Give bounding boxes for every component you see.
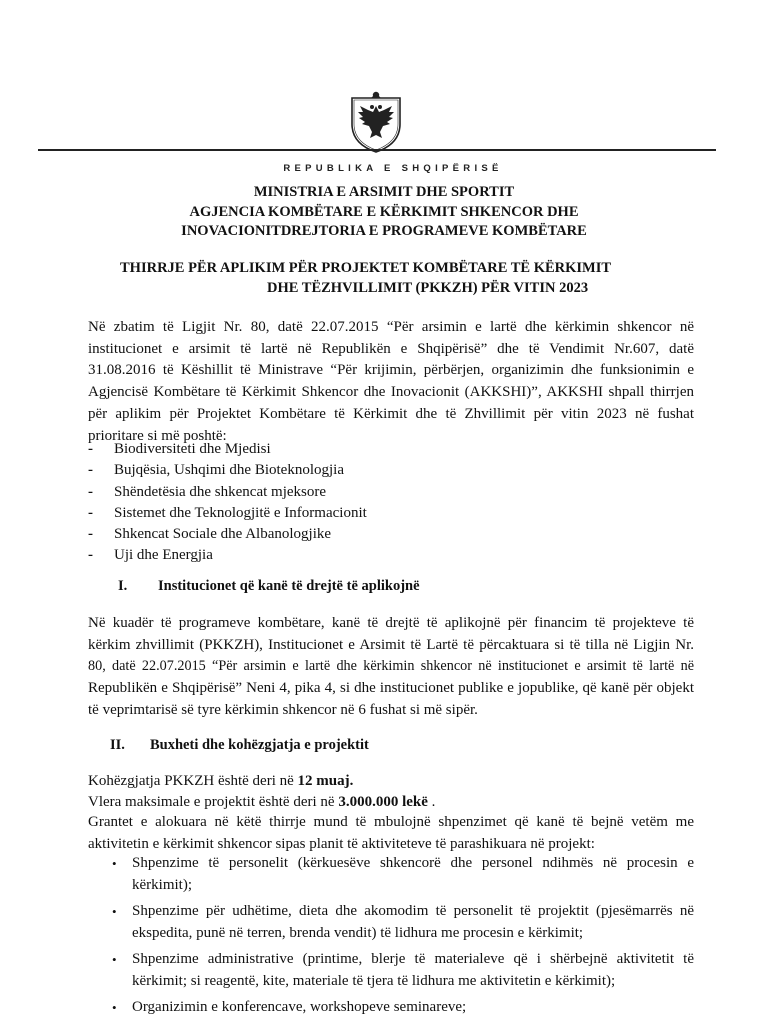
expense-line: ekspedita, punë në terren, brenda vendit) të lidhura me procesin e kërkimit;	[132, 924, 584, 941]
duration-label: Kohëzgjatja PKKZH është deri në	[88, 773, 298, 789]
expense-text	[132, 853, 694, 896]
list-item	[88, 439, 688, 460]
ministry-line-3: INOVACIONITDREJTORIA E PROGRAMEVE KOMBËTARE	[181, 223, 587, 239]
paragraph-line: të veprimtarisë së tyre kërkimin shkencor në 6 fushat si më sipër.	[88, 701, 478, 718]
priority-area: Sistemet dhe Teknologjitë e Informacionit	[114, 504, 367, 521]
expense-text	[132, 901, 694, 944]
dash-marker: -	[88, 462, 93, 479]
call-title-line-1: THIRRJE PËR APLIKIM PËR PROJEKTET KOMBËTARE TË KËRKIMIT	[120, 260, 612, 276]
list-item	[88, 460, 688, 481]
intro-line: Agjencisë Kombëtare të Kërkimit Shkencor dhe Inovacionit (AKKSHI)”, AKKSHI shpall thirrjen	[88, 384, 694, 401]
intro-line: prioritare si më poshtë:	[88, 427, 227, 444]
paragraph-line: 80, datë 22.07.2015 “Për arsimin e lartë dhe kërkimin shkencor në institucionet e arsimit të lartë në	[88, 658, 694, 675]
intro-line: institucionet e arsimit të lartë në Republikën e Shqipërisë” dhe të Vendimit Nr.607, datë	[88, 340, 694, 357]
expense-line: Organizimin e konferencave, workshopeve seminareve;	[132, 999, 467, 1015]
dash-marker: -	[88, 526, 93, 543]
list-item	[88, 482, 688, 503]
list-item	[112, 949, 694, 992]
priority-area: Bujqësia, Ushqimi dhe Bioteknologjia	[114, 462, 344, 479]
expense-line: kërkimit);	[132, 876, 192, 893]
section-title: Institucionet që kanë të drejtë të aplikojnë	[158, 578, 420, 594]
priority-area: Shëndetësia dhe shkencat mjeksore	[114, 483, 327, 500]
priority-area: Biodiversiteti dhe Mjedisi	[114, 441, 271, 457]
priority-area: Uji dhe Energjia	[114, 547, 213, 564]
paragraph-line: kërkim zhvillimit (PKKZH), Institucionet e Arsimit të Lartë të përcaktuara si të tilla në Ligjin Nr.	[88, 636, 694, 653]
priority-area: Shkencat Sociale dhe Albanologjike	[114, 526, 332, 543]
bullet-icon: •	[112, 1000, 117, 1015]
intro-paragraph	[88, 317, 694, 447]
paragraph-line: Grantet e alokuara në këtë thirrje mund të mbulojnë shpenzimet që kanë të bejnë vetëm me	[88, 814, 694, 830]
dash-marker: -	[88, 504, 93, 521]
list-item	[88, 545, 688, 566]
dash-marker: -	[88, 483, 93, 500]
dash-marker: -	[88, 441, 93, 457]
section-title: Buxheti dhe kohëzgjatja e projektit	[150, 737, 369, 753]
max-value-amount: 3.000.000 lekë	[338, 794, 428, 810]
section-2-heading	[110, 737, 369, 754]
duration-value: 12 muaj.	[297, 773, 354, 789]
section-number: I.	[118, 578, 128, 594]
intro-line: për aplikim për Projektet Kombëtare të Kërkimit dhe të Zhvillimit për vitin 2023 në fushat	[88, 405, 694, 422]
coat-of-arms-icon	[346, 90, 406, 154]
ministry-line-1: MINISTRIA E ARSIMIT DHE SPORTIT	[253, 184, 515, 200]
max-value-label: Vlera maksimale e projektit është deri në	[88, 794, 339, 810]
header-rule	[38, 149, 716, 151]
grant-paragraph	[88, 812, 694, 855]
max-value-line	[88, 792, 435, 813]
expense-text	[132, 949, 694, 992]
expense-text	[132, 997, 694, 1019]
section-1-paragraph	[88, 613, 694, 722]
paragraph-line: Në kuadër të programeve kombëtare, kanë të drejtë të aplikojnë për financim të projekteve të	[88, 615, 694, 631]
paragraph-line: aktivitetin e kërkimit shkencor sipas planit të aktiviteteve të parashikuara në projekt:	[88, 835, 595, 852]
republic-name: REPUBLIKA E SHQIPËRISË	[283, 163, 503, 174]
duration-line	[88, 771, 353, 792]
ministry-line-2: AGJENCIA KOMBËTARE E KËRKIMIT SHKENCOR DHE	[189, 204, 579, 220]
intro-line: 31.08.2016 të Këshillit të Ministrave “Për krijimin, përbërjen, organizimin dhe funksionimin e	[88, 362, 694, 379]
expense-line: Shpenzime për udhëtime, dieta dhe akomodim të personelit të projektit (pjesëmarrës në	[132, 903, 694, 919]
expense-line: Shpenzime të personelit (kërkuesëve shkencorë dhe personel ndihmës në procesin e	[132, 855, 694, 871]
bullet-icon: •	[112, 856, 117, 871]
dash-marker: -	[88, 547, 93, 564]
max-value-suffix: .	[427, 794, 436, 810]
section-1-heading	[118, 578, 420, 595]
bullet-icon: •	[112, 904, 117, 919]
list-item	[112, 997, 694, 1019]
priority-areas-list	[88, 439, 688, 567]
paragraph-line: Republikën e Shqipërisë” Neni 4, pika 4, si dhe institucionet publike e jopublike, që kanë për objekt	[88, 680, 694, 697]
expense-line: kërkimit; si reagentë, kite, materiale të tjera të lidhura me aktivitetin e kërkimit);	[132, 972, 616, 989]
list-item	[88, 524, 688, 545]
call-title-line-2: DHE TËZHVILLIMIT (PKKZH) PËR VITIN 2023	[267, 280, 589, 296]
section-number: II.	[110, 737, 125, 753]
expense-line: Shpenzime administrative (printime, blerje të materialeve që i shërbejnë aktivitetit të	[132, 951, 694, 967]
expenses-list	[112, 853, 694, 1019]
list-item	[112, 853, 694, 896]
list-item	[112, 901, 694, 944]
intro-line: Në zbatim të Ligjit Nr. 80, datë 22.07.2015 “Për arsimin e lartë dhe kërkimin shkencor në	[88, 319, 694, 335]
list-item	[88, 503, 688, 524]
bullet-icon: •	[112, 952, 117, 967]
